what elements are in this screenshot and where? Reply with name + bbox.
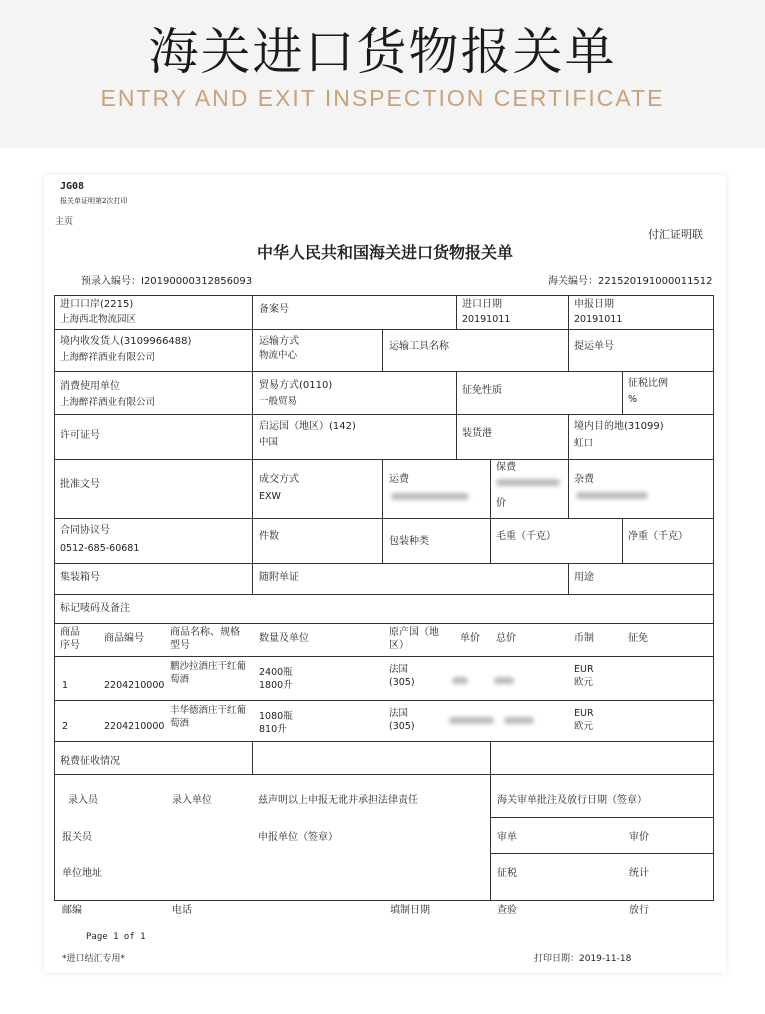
- origin-country-value: 中国: [259, 437, 279, 448]
- destination-label: 境内目的地(31099): [574, 421, 664, 432]
- insurance-label: 保费: [496, 462, 516, 473]
- goods-header-name: 商品名称、规格 型号: [170, 627, 240, 651]
- row-code: 2204210000: [104, 680, 165, 691]
- declaration-sheet: [44, 175, 726, 973]
- statistics-label: 统计: [629, 868, 649, 879]
- stamp-label: 付汇证明联: [648, 228, 703, 241]
- declare-date-label: 申报日期: [574, 299, 614, 310]
- record-no-label: 备案号: [259, 304, 289, 315]
- header-banner: [0, 0, 765, 148]
- declaration-form: [54, 295, 713, 901]
- consignee-value: 上海醉祥酒业有限公司: [60, 352, 156, 363]
- goods-header-qty: 数量及单位: [259, 633, 309, 644]
- row-code: 2204210000: [104, 721, 165, 732]
- usage-label: 用途: [574, 572, 594, 583]
- tax-situation-label: 税费征收情况: [60, 756, 120, 767]
- tax-ratio-value: %: [628, 394, 638, 405]
- pricing-label: 审价: [629, 832, 649, 843]
- consignee-label: 境内收发货人(3109966488): [60, 336, 192, 347]
- row-qty: 1080瓶 810升: [259, 711, 293, 735]
- insurance-suffix: 价: [496, 498, 506, 509]
- print-date: 打印日期：2019-11-18: [534, 954, 632, 964]
- row-total-price-redacted: [494, 677, 514, 684]
- row-seq: 2: [62, 721, 69, 732]
- fill-date-label: 填制日期: [390, 905, 430, 916]
- row-unit-price-redacted: [449, 717, 494, 724]
- goods-header-country: 原产国（地 区）: [389, 627, 439, 651]
- banner-title: 海关进口货物报关单: [148, 23, 617, 81]
- trade-mode-label: 贸易方式(0110): [259, 380, 333, 391]
- row-currency: EUR 欧元: [574, 708, 594, 732]
- declare-date-value: 20191011: [574, 314, 623, 325]
- postcode-label: 邮编: [62, 905, 82, 916]
- transport-name-label: 运输工具名称: [389, 341, 449, 352]
- goods-header-exemption: 征免: [628, 633, 648, 644]
- insurance-value-redacted: [496, 479, 560, 486]
- home-link[interactable]: 主页: [55, 217, 74, 227]
- misc-fee-label: 杂费: [574, 474, 594, 485]
- release-label: 放行: [629, 905, 649, 916]
- row-unit-price-redacted: [452, 677, 468, 684]
- freight-label: 运费: [389, 474, 409, 485]
- row-name: 丰华德酒庄干红葡 萄酒: [170, 705, 247, 729]
- banner-subtitle: ENTRY AND EXIT INSPECTION CERTIFICATE: [100, 85, 665, 111]
- row-qty: 2400瓶 1800升: [259, 667, 293, 691]
- approval-label: 批准文号: [60, 479, 100, 490]
- declaring-unit-label: 申报单位（签章）: [258, 832, 338, 843]
- declarant-label: 报关员: [62, 832, 92, 843]
- goods-header-seq: 商品 序号: [60, 627, 80, 651]
- import-port-label: 进口口岸(2215): [60, 299, 134, 310]
- contract-value: 0512-685-60681: [60, 543, 140, 554]
- pieces-label: 件数: [259, 531, 279, 542]
- declaration-statement: 兹声明以上申报无讹并承担法律责任: [258, 795, 418, 806]
- container-label: 集装箱号: [60, 572, 100, 583]
- exemption-label: 征免性质: [462, 385, 502, 396]
- row-seq: 1: [62, 680, 69, 691]
- goods-header-total-price: 总价: [496, 633, 516, 644]
- footer-note: *进口结汇专用*: [62, 954, 126, 964]
- bill-no-label: 提运单号: [574, 341, 614, 352]
- deal-mode-value: EXW: [259, 491, 281, 502]
- page-indicator: Page 1 of 1: [86, 932, 146, 942]
- loading-port-label: 装货港: [462, 428, 492, 439]
- entry-unit-label: 录入单位: [172, 795, 212, 806]
- entry-clerk-label: 录入员: [68, 795, 98, 806]
- contract-label: 合同协议号: [60, 525, 110, 536]
- review-label: 审单: [497, 832, 517, 843]
- gross-weight-label: 毛重（千克）: [496, 531, 556, 542]
- import-date-value: 20191011: [462, 314, 511, 325]
- marks-label: 标记唛码及备注: [60, 603, 130, 614]
- destination-value: 虹口: [574, 438, 594, 449]
- import-port-value: 上海西北物流园区: [60, 314, 137, 325]
- tax-levy-label: 征税: [497, 868, 517, 879]
- row-name: 鹏沙拉酒庄干红葡 萄酒: [170, 661, 247, 685]
- import-date-label: 进口日期: [462, 299, 502, 310]
- transport-mode-value: 物流中心: [259, 350, 298, 361]
- trade-mode-value: 一般贸易: [259, 396, 298, 407]
- tax-ratio-label: 征税比例: [628, 378, 668, 389]
- row-country: 法国 (305): [389, 664, 415, 688]
- print-note: 报关单证明第2次打印: [60, 197, 128, 205]
- transport-mode-label: 运输方式: [259, 336, 299, 347]
- phone-label: 电话: [172, 905, 192, 916]
- consumer-value: 上海醉祥酒业有限公司: [60, 397, 156, 408]
- row-country: 法国 (305): [389, 708, 415, 732]
- preentry-number: 预录入编号：I201900003128560​93: [81, 276, 253, 287]
- doc-code: JG08: [60, 181, 85, 192]
- license-label: 许可证号: [60, 430, 100, 441]
- freight-value-redacted: [391, 493, 469, 500]
- customs-approval-label: 海关审单批注及放行日期（签章）: [497, 795, 647, 806]
- inspection-label: 查验: [497, 905, 517, 916]
- goods-header-unit-price: 单价: [460, 633, 480, 644]
- net-weight-label: 净重（千克）: [628, 531, 688, 542]
- unit-address-label: 单位地址: [62, 868, 102, 879]
- goods-header-code: 商品编号: [104, 633, 144, 644]
- doc-title: 中华人民共和国海关进口货物报关单: [256, 243, 513, 262]
- deal-mode-label: 成交方式: [259, 474, 299, 485]
- row-total-price-redacted: [504, 717, 534, 724]
- package-label: 包装种类: [389, 536, 429, 547]
- consumer-label: 消费使用单位: [60, 381, 120, 392]
- row-currency: EUR 欧元: [574, 664, 594, 688]
- origin-country-label: 启运国（地区）(142): [259, 421, 356, 432]
- misc-fee-value-redacted: [576, 492, 648, 499]
- attached-docs-label: 随附单证: [259, 572, 299, 583]
- customs-number: 海关编号：221520191000011512: [548, 276, 713, 287]
- goods-header-currency: 币制: [574, 633, 594, 644]
